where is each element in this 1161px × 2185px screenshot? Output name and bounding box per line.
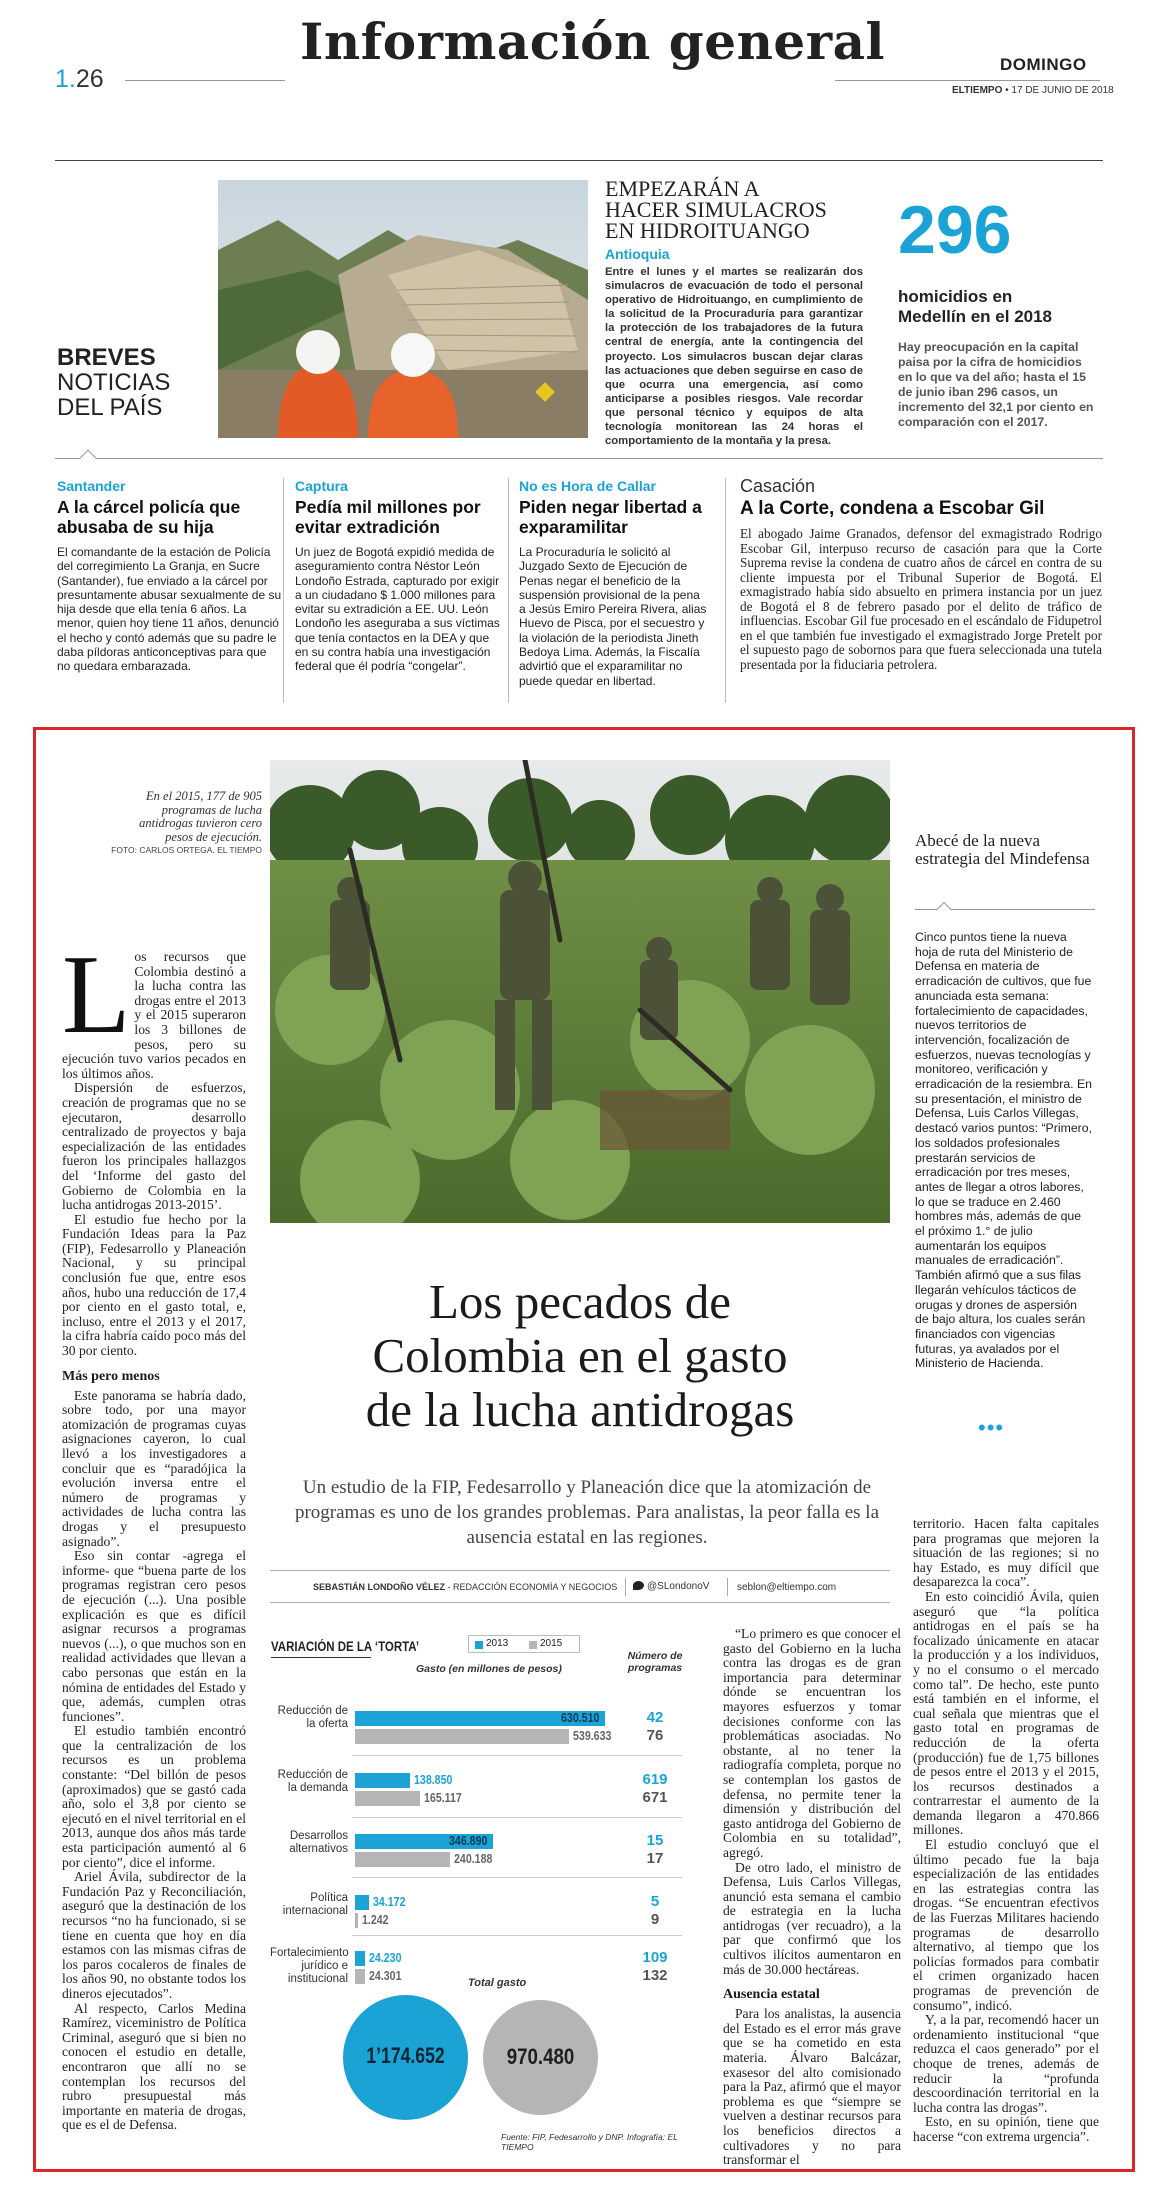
bar-value-label: 630.510 <box>561 1711 600 1725</box>
bar-2015 <box>355 1852 450 1867</box>
hidroituango-photo <box>218 180 588 438</box>
brief-headline: A la cárcel policía que abusaba de su hija <box>57 497 241 537</box>
chart-title: VARIACIÓN DE LA ‘TORTA’ <box>271 1639 420 1654</box>
brief-kicker: Santander <box>57 478 126 494</box>
total-value-2013: 1’174.652 <box>366 2043 445 2068</box>
byline-top-rule <box>270 1570 890 1571</box>
chart-legend <box>468 1635 580 1653</box>
total-circle-2013 <box>343 1995 468 2120</box>
header-day: DOMINGO <box>1000 55 1087 74</box>
bar-value-label: 138.850 <box>414 1773 453 1787</box>
chart-row-rule <box>352 1877 682 1878</box>
col1-p2: Dispersión de esfuerzos, creación de programas que no se ejecutaron, desarrollo centralizado de proyectos y baja especialización de las entidades fueron los principales hallazgos del ‘Informe del gasto del Gobierno de Colombia en la lucha antidrogas 2013-2015’. <box>62 1080 246 1213</box>
legend-label-2015: 2015 <box>540 1638 563 1649</box>
category-label: Política internacional <box>282 1892 348 1917</box>
chart-row-rule <box>352 1935 682 1936</box>
program-count: 9 <box>650 1911 660 1928</box>
col4-p1: territorio. Hacen falta capitales para programas que mejoren la situación de las regiones; si no hay Estado, es muy difícil que desaparezca la coca”. <box>913 1516 1099 1590</box>
breves-label <box>57 345 170 420</box>
photo-caption: En el 2015, 177 de 905 programas de lucha antidrogas tuvieron cero pesos de ejecución. <box>139 789 262 844</box>
brief-divider <box>725 478 726 703</box>
col4-p5: Esto, en su opinión, tiene que hacerse “con extrema urgencia”. <box>913 2114 1099 2144</box>
category-label: Reducción de la oferta <box>277 1705 348 1730</box>
col4-p2: En esto coincidió Ávila, quien aseguró que “la política antidrogas en el país se ha focalizado únicamente en atacar la producción y a los individuos, y no el consumo o el mercado como tal”. De hecho, este punto está también en el informe, el cual señala que mientras que el gasto total en programas de reducción de la oferta (producción) fue de 1,75 billones de pesos entre el 2013 y el 2015, los recursos destinados a contrarrestar el aumento de la demanda llegaron a 470.866 millones. <box>913 1588 1099 1838</box>
program-count: 619 <box>642 1771 668 1788</box>
byline-twitter <box>633 1581 709 1592</box>
twitter-icon <box>633 1581 644 1590</box>
program-count: 671 <box>642 1789 668 1806</box>
col1-intro: os recursos que Colombia destinó a la lucha contra las drogas entre el 2013 y el 2015 superaron los 3 billones de pesos, pero su ejecución tuvo varios pecados en los últimos años. <box>62 949 246 1081</box>
brief-divider <box>508 478 509 703</box>
header-right-rule <box>835 80 1100 81</box>
title-line-1: Los pecados de <box>428 1274 732 1329</box>
byline <box>313 1582 617 1592</box>
col1-p7: Ariel Ávila, subdirector de la Fundación Paz y Reconciliación, aseguró que la destinación de los recursos “no ha funcionado, si se tiene en cuenta que hoy en día estamos con las mismas cifras de los paros cocaleros de finales de los años 90, no obstante todos los dineros ejecutados”. <box>62 1869 246 2001</box>
brief-headline: Piden negar libertad a exparamilitar <box>519 497 702 537</box>
bar-value-label: 24.301 <box>368 1969 402 1983</box>
bar-value-label: 539.633 <box>572 1729 612 1743</box>
brief-headline: Pedía mil millones por evitar extradición <box>295 497 481 537</box>
col1-p4: Este panorama se habría dado, sobre todo, por una mayor atomización de programas cuyas asignaciones cayeron, lo cual llevó a los investigadores a concluir que es “paradójica la evolución inversa entre el número de programas y actividades de lucha contra las drogas y el presupuesto asignado”. <box>62 1387 246 1549</box>
brief-divider <box>283 478 284 703</box>
casacion-headline: A la Corte, condena a Escobar Gil <box>740 498 1045 519</box>
breves-label-top: BREVES <box>57 344 156 371</box>
category-label: Reducción de la demanda <box>277 1769 348 1794</box>
header-left-rule <box>125 80 285 81</box>
header-date: • 17 DE JUNIO DE 2018 <box>1005 85 1114 96</box>
bar-value-label: 24.230 <box>368 1951 402 1965</box>
program-count: 15 <box>646 1832 664 1849</box>
header-dateline <box>952 85 1114 96</box>
chart-row-rule <box>352 1817 682 1818</box>
col3-p2: De otro lado, el ministro de Defensa, Luis Carlos Villegas, anunció esta semana el cambio de estrategia en la lucha antidrogas (ver recuadro), a la par que confirmó que los cultivos ilícitos aumentaron en más de 30.000 hectáreas. <box>723 1859 901 1977</box>
byline-bottom-rule <box>270 1602 890 1603</box>
stat-headline: homicidios en Medellín en el 2018 <box>898 287 1053 326</box>
sidebar-body: Cinco puntos tiene la nueva hoja de ruta del Ministerio de Defensa en materia de erradicación de cultivos, que fue anunciada esta semana: fortalecimiento de capacidades, nuevos territorios de intervención, focalización de esfuerzos, nuevas tecnologías y monitoreo, verificación y erradicación de la resiembra. En su presentación, el ministro de Defensa, Luis Carlos Villegas, destacó varios puntos: “Primero, los soldados profesionales prestarán servicios de erradicación por tres meses, antes de llegar a otros labores, lo que se traduce en 2.460 hombres más, además de que el próximo 1.° de julio aumentarán los equipos manuales de erradicación”. También afirmó que a sus filas llegarán vehículos tácticos de orugas y drones de aspersión de bajo altura, los cuales serán financiados con vigencias futuras, ya avalados por el Ministerio de Hacienda. <box>915 930 1093 1371</box>
bar-2015 <box>355 1791 420 1806</box>
article-title <box>270 1275 890 1437</box>
feature-headline: EMPEZARÁN A HACER SIMULACROS EN HIDROITUANGO <box>605 176 827 243</box>
col1-p8: Al respecto, Carlos Medina Ramírez, viceministro de Política Criminal, aseguró que si bien no conocen el estudio en detalle, encontraron que allí no se contemplan los recursos del rubro presupuestal más importante en materia de drogas, que es el de Defensa. <box>62 2000 246 2133</box>
chart-row-rule <box>352 1755 682 1756</box>
col3-subhead: Ausencia estatal <box>723 1987 820 2003</box>
brief-body: La Procuraduría le solicitó al Juzgado Sexto de Ejecución de Penas negar el beneficio de la suspensión provisional de la pena a Jesús Emiro Pereira Rivera, alias Huevo de Pisca, por el secuestro y la violación de la periodista Jineth Bedoya Lima. Además, la Fiscalía advirtió que el exparamilitar no puede quedar en libertad. <box>519 545 707 688</box>
stat-number: 296 <box>898 192 1012 268</box>
title-line-3: de la lucha antidrogas <box>365 1382 795 1437</box>
program-count: 17 <box>646 1850 664 1867</box>
bar-2015 <box>355 1729 569 1744</box>
legend-label-2013: 2013 <box>486 1638 509 1649</box>
hidroituango-illustration <box>218 180 588 438</box>
col4-p3: El estudio concluyó que el último pecado fue la baja especialización de las entidades en las estrategias contra las drogas. “Se encuentran efectivos de las Fuerzas Militares haciendo programas de desarrollo alternativo, al tiempo que los policías formados para combatir el crimen organizado hacen programas de prevención de consumo”, indicó. <box>913 1837 1099 2013</box>
total-circle-2015 <box>483 2000 598 2115</box>
brief-kicker: Captura <box>295 478 348 494</box>
chart-axis-label: Gasto (en millones de pesos) <box>416 1663 562 1675</box>
bar-value-label: 165.117 <box>424 1791 463 1805</box>
category-label: Fortalecimiento jurídico e institucional <box>270 1947 349 1985</box>
article-col4 <box>913 1517 1099 2145</box>
breves-mid-rule <box>55 458 1103 459</box>
bar-value-label: 1.242 <box>362 1913 389 1927</box>
sidebar-title: Abecé de la nueva estrategia del Mindefensa <box>915 831 1090 868</box>
legend-swatch-2015 <box>529 1641 537 1649</box>
breves-top-rule <box>55 160 1103 161</box>
program-count: 5 <box>650 1893 660 1910</box>
casacion-body: El abogado Jaime Granados, defensor del exmagistrado Rodrigo Escobar Gil, interpuso recurso de casación para que la Corte Suprema revise la condena de cuatro años de cárcel en contra de su cliente impuesta por el Tribunal Superior de Bogotá. El exmagistrado había sido absuelto en primera instancia por un juez de Bogotá el 8 de febrero pasado por el delito de tráfico de influencias. Escobar Gil fue procesado en el escándalo de Fidupetrol en el que también fue investigado el exmagistrado Jorge Pretelt por el supuesto pago de sobornos para que fuera seleccionada una tutela presentada por la fiduciaria petrolera. <box>740 526 1102 672</box>
col3-p3: Para los analistas, la ausencia del Estado es el error más grave que se ha cometido en esta materia. Álvaro Balcázar, exasesor del alto comisionado para la Paz, afirmó que el mayor problema es que “siempre se vuelven a destinar recursos para los beneficios directos a cultivadores y no para transformar el <box>723 2006 901 2168</box>
bar-value-label: 240.188 <box>454 1852 493 1866</box>
brief-item-captura <box>295 478 505 674</box>
casacion-kicker: Casación <box>740 476 816 496</box>
brief-kicker: No es Hora de Callar <box>519 478 656 494</box>
col1-p3: El estudio fue hecho por la Fundación Ideas para la Paz (FIP), Fedesarrollo y Planeación Nacional, y su principal conclusión fue que, entre esos años, hubo una reducción de 17,4 por ciento en el gasto total, e, incluso, entre el 2013 y el 2017, la cifra habría caído poco más del 30 por ciento. <box>62 1211 246 1359</box>
brief-body: Un juez de Bogotá expidió medida de aseguramiento contra Néstor León Londoño Estrada, capturado por exigir a un ciudadano $ 1.000 millones para evitar su extradición a EE. UU. León Londoño les aseguraba a sus víctimas que tenía contactos en la DEA y que en su contra había una investigación federal que él podría “congelar”. <box>295 545 500 674</box>
header-paper: ELTIEMPO <box>952 85 1003 96</box>
bar-2013 <box>355 1951 365 1966</box>
soldiers-photo <box>270 760 890 1223</box>
brief-body: El comandante de la estación de Policía del corregimiento La Granja, en Sucre (Santander), fue enviado a la cárcel por presuntamente abusar sexualmente de su hija desde que ella tenía 6 años. La menor, quien hoy tiene 11 años, denunció el hecho y contó además que su padre le daba píldoras anticonceptivas para que no quedara embarazada. <box>57 545 282 674</box>
bar-2015 <box>355 1913 358 1928</box>
totals-title: Total gasto <box>468 1977 527 1989</box>
program-count: 76 <box>646 1727 664 1744</box>
col1-p5: Eso sin contar -agrega el informe- que “buena parte de los programas registran cero pesos de ejecución (...). Una posible explicación es que es difícil asignar recursos a programas nuevos (...), o que muchos son en realidad actividades que llevan a cabo personas que están en la nómina de entidades del Estado y que, además, cumplen otras funciones”. <box>62 1548 246 1724</box>
brief-item-callar <box>519 478 709 688</box>
brief-item-santander <box>57 478 282 674</box>
spending-chart <box>268 1625 698 2150</box>
page-number-prefix: 1. <box>55 65 76 93</box>
sidebar-dots: ••• <box>978 1415 1005 1440</box>
article-col3 <box>723 1627 901 2168</box>
bar-value-label: 34.172 <box>372 1895 406 1909</box>
page-number-value: 26 <box>75 65 104 93</box>
program-count: 132 <box>642 1967 668 1984</box>
byline-divider <box>727 1578 728 1596</box>
byline-email[interactable]: seblon@eltiempo.com <box>737 1582 837 1593</box>
chart-title-rule <box>271 1657 371 1658</box>
breves-label-bottom: DEL PAÍS <box>57 394 163 421</box>
total-value-2015: 970.480 <box>506 2044 575 2069</box>
byline-divider <box>625 1578 626 1596</box>
feature-kicker: Antioquia <box>605 246 670 262</box>
soldiers-illustration <box>270 760 890 1223</box>
col1-subhead: Más pero menos <box>62 1368 160 1384</box>
chart-source: Fuente: FIP, Fedesarrollo y DNP. Infografía: EL TIEMPO <box>501 2132 678 2152</box>
dropcap: L <box>62 933 131 1057</box>
page-number <box>55 65 104 94</box>
feature-body: Entre el lunes y el martes se realizarán dos simulacros de evacuación de todo el personal operativo de Hidroituango, en cumplimiento de la solicitud de la Procuraduría para garantizar la protección de los trabajadores de la futura central de energía, ante la contingencia del proyecto. Los simulacros buscan dejar claras las actuaciones que deben seguirse en caso de que ocurra una emergencia, así como anticiparse a posibles riesgos. Vale recordar que personal técnico y equipos de alta tecnología monitorean las 24 horas el comportamiento de la montaña y la presa. <box>605 266 863 448</box>
program-count: 109 <box>642 1949 668 1966</box>
bar-2013 <box>355 1895 369 1910</box>
byline-desk: - REDACCIÓN ECONOMÍA Y NEGOCIOS <box>447 1582 618 1592</box>
bar-2013 <box>355 1773 410 1788</box>
bar-value-label: 346.890 <box>448 1834 487 1848</box>
breves-pointer <box>80 450 97 467</box>
article-subtitle: Un estudio de la FIP, Fedesarrollo y Planeación dice que la atomización de programas es uno de los grandes problemas. Para analistas, la peor falla es la ausencia estatal en las regiones. <box>294 1477 880 1548</box>
chart-programs-label: Número de programas <box>627 1650 683 1674</box>
title-line-2: Colombia en el gasto <box>372 1328 788 1383</box>
breves-label-mid: NOTICIAS <box>57 369 171 396</box>
program-count: 42 <box>646 1709 664 1726</box>
article-col1 <box>62 933 246 2133</box>
brief-item-casacion <box>740 476 1102 672</box>
section-title: Información general <box>300 12 885 71</box>
byline-author: SEBASTIÁN LONDOÑO VÉLEZ <box>313 1582 446 1592</box>
col1-p6: El estudio también encontró que la centralización de los recursos es un problema constante: “Del billón de pesos (aproximados) que se gastó cada año, solo el 3,8 por ciento se ejecutó en el nivel territorial en el 2013, aunque dos años más tarde esta participación aumentó al 6 por ciento”, dice el informe. <box>62 1723 246 1870</box>
col4-p4: Y, a la par, recomendó hacer un ordenamiento institucional “que reduzca el caos generado” por el choque de trenes, además de reducir la “profunda descoordinación territorial en la lucha contra las drogas”. <box>913 2012 1099 2115</box>
col3-p1: “Lo primero es que conocer el gasto del Gobierno en la lucha contra las drogas es de gran importancia para determinar dónde se encuentran los mayores esfuerzos y tomar decisiones conforme con las problemáticas asociadas. No obstante, al no tener la radiografía completa, porque no se contemplan los gastos de defensa, no permite tener la dimensión y distribución del gasto antidroga del Gobierno de Colombia en su totalidad”, agregó. <box>723 1626 901 1860</box>
bar-2015 <box>355 1969 365 1984</box>
legend-swatch-2013 <box>475 1641 483 1649</box>
stat-body: Hay preocupación en la capital paisa por la cifra de homicidios en lo que va del año; hasta el 15 de junio iban 296 casos, un incremento del 32,1 por ciento en comparación con el 2017. <box>898 340 1094 429</box>
photo-credit: FOTO: CARLOS ORTEGA. EL TIEMPO <box>111 845 262 855</box>
category-label: Desarrollos alternativos <box>289 1830 348 1855</box>
twitter-handle[interactable]: @SLondonoV <box>647 1581 710 1592</box>
